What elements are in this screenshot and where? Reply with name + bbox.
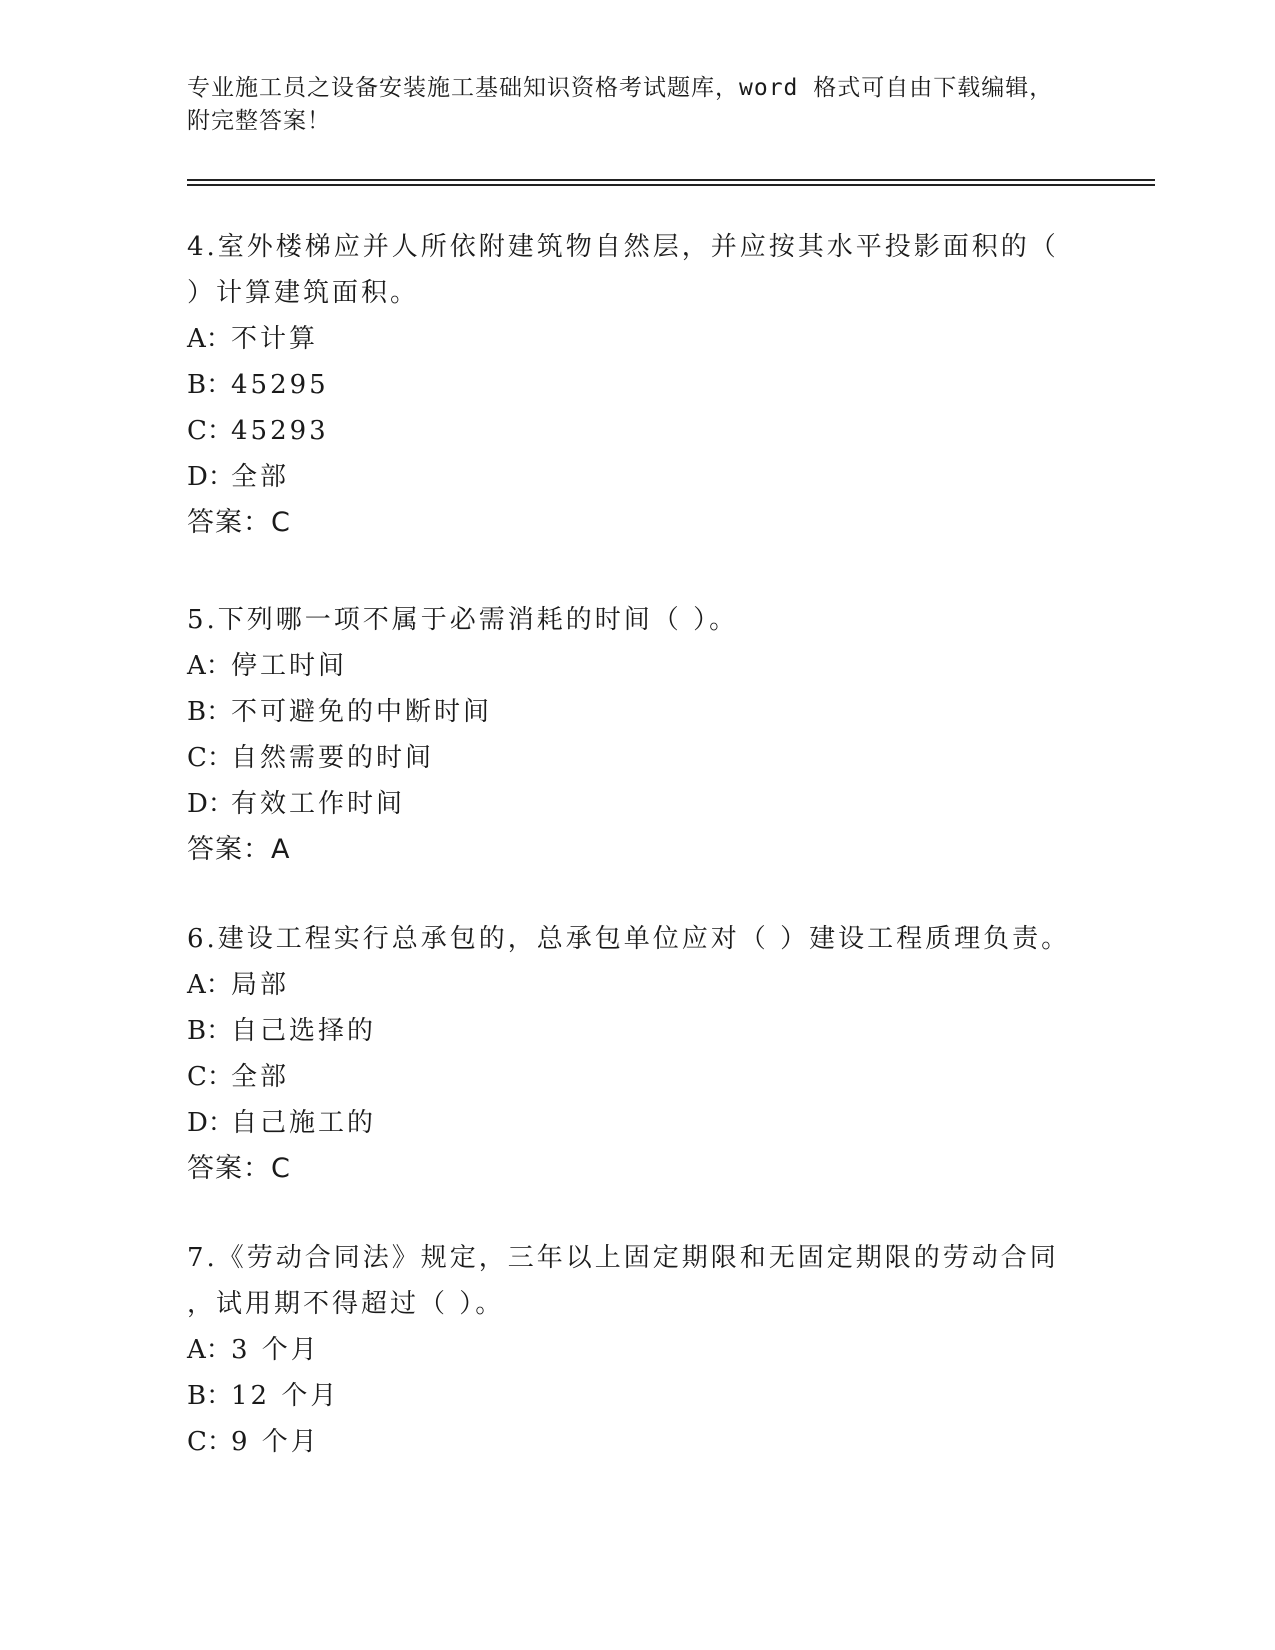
option-d: D：自己施工的: [187, 1108, 377, 1138]
header-divider-bottom: [187, 184, 1155, 186]
option-c: C：全部: [187, 1062, 290, 1092]
question-stem-line: ）计算建筑面积。: [187, 278, 420, 308]
header-line-2: 附完整答案！: [187, 108, 331, 134]
option-b: B：自己选择的: [187, 1016, 377, 1046]
option-d: D：全部: [187, 462, 290, 492]
option-a: A：3 个月: [187, 1335, 320, 1365]
option-a: A：停工时间: [187, 651, 348, 681]
question-stem-line: 5.下列哪一项不属于必需消耗的时间（ ）。: [187, 605, 739, 635]
header-divider-top: [187, 179, 1155, 181]
answer-line: 答案：A: [187, 834, 291, 865]
question-block: [187, 916, 1087, 1192]
question-stem-line: ，试用期不得超过（ ）。: [187, 1289, 505, 1319]
question-stem-line: 7.《劳动合同法》规定，三年以上固定期限和无固定期限的劳动合同: [187, 1243, 1059, 1273]
option-b: B：12 个月: [187, 1381, 340, 1411]
option-c: C：45293: [187, 416, 329, 446]
question-block: [187, 1235, 1087, 1465]
option-c: C：自然需要的时间: [187, 743, 435, 773]
option-b: B：45295: [187, 370, 329, 400]
question-block: [187, 597, 1087, 873]
question-stem-line: 6.建设工程实行总承包的，总承包单位应对（ ）建设工程质理负责。: [187, 924, 1071, 954]
header-line-1: 专业施工员之设备安装施工基础知识资格考试题库，word 格式可自由下载编辑，: [187, 75, 1054, 101]
question-stem-line: 4.室外楼梯应并人所依附建筑物自然层，并应按其水平投影面积的（: [187, 232, 1059, 262]
option-c: C：9 个月: [187, 1427, 320, 1457]
option-b: B：不可避免的中断时间: [187, 697, 493, 727]
option-d: D：有效工作时间: [187, 789, 406, 819]
document-header: [187, 72, 1087, 138]
answer-line: 答案：C: [187, 1153, 291, 1184]
question-block: [187, 224, 1087, 546]
option-a: A：不计算: [187, 324, 319, 354]
answer-line: 答案：C: [187, 507, 291, 538]
option-a: A：局部: [187, 970, 290, 1000]
